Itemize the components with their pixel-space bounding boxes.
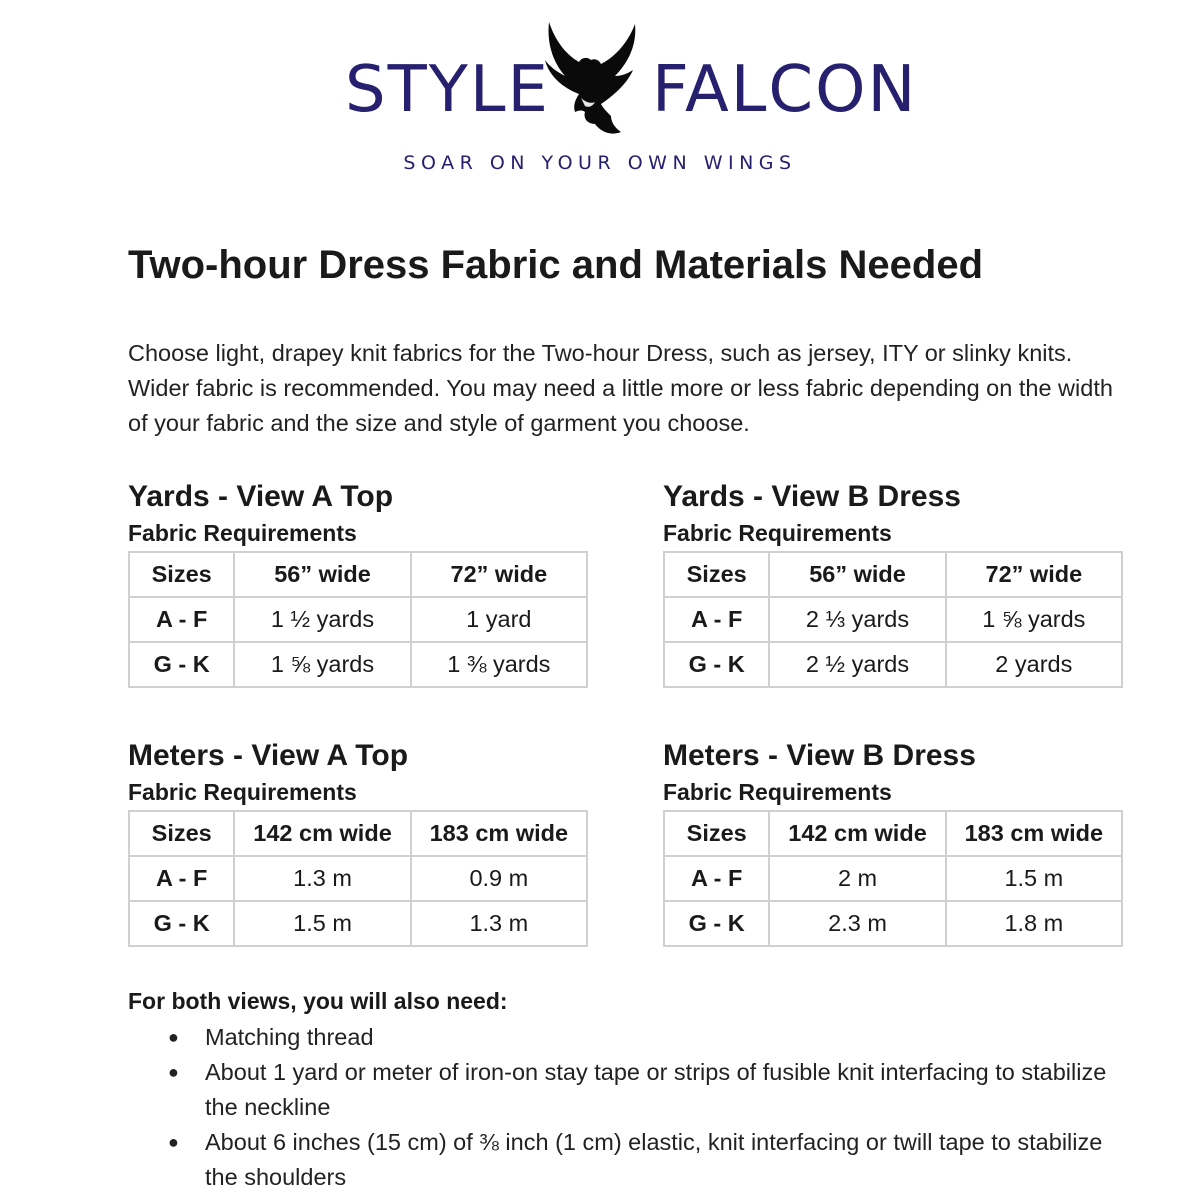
yards-view-a-section — [128, 480, 588, 688]
list-item-text: About 1 yard or meter of iron-on stay tape or strips of fusible knit interfacing to stabilize the neckline — [205, 1059, 1107, 1120]
bullet-icon: ● — [168, 1062, 179, 1082]
section-subheading: Fabric Requirements — [128, 779, 357, 805]
section-heading: Yards - View B Dress — [663, 480, 961, 513]
table-cell: 1.3 m — [411, 901, 587, 946]
list-item — [128, 1125, 1128, 1195]
table-cell: 1.3 m — [234, 856, 410, 901]
list-item — [128, 1020, 1128, 1055]
list-item-text: About 6 inches (15 cm) of ⅜ inch (1 cm) elastic, knit interfacing or twill tape to stabilize the shoulders — [205, 1129, 1103, 1190]
logo-word-falcon: FALCON — [652, 53, 918, 127]
size-cell: A - F — [664, 856, 769, 901]
table-cell: 1 ½ yards — [234, 597, 410, 642]
section-heading: Meters - View B Dress — [663, 739, 976, 772]
table-cell: 1 yard — [411, 597, 587, 642]
table-row — [664, 856, 1122, 901]
table-row — [129, 597, 587, 642]
table-header-row — [129, 811, 587, 856]
fabric-table — [663, 810, 1123, 947]
size-cell: A - F — [129, 856, 234, 901]
column-header: 142 cm wide — [769, 811, 945, 856]
bullet-icon: ● — [168, 1132, 179, 1152]
table-header-row — [664, 552, 1122, 597]
table-cell: 2 yards — [946, 642, 1122, 687]
table-cell: 2.3 m — [769, 901, 945, 946]
column-header: Sizes — [129, 811, 234, 856]
table-row — [129, 642, 587, 687]
column-header: Sizes — [664, 811, 769, 856]
table-row — [664, 901, 1122, 946]
table-cell: 2 ⅓ yards — [769, 597, 945, 642]
table-cell: 1.8 m — [946, 901, 1122, 946]
column-header: 183 cm wide — [411, 811, 587, 856]
section-subheading: Fabric Requirements — [663, 520, 892, 546]
intro-paragraph: Choose light, drapey knit fabrics for the Two-hour Dress, such as jersey, ITY or slinky knits. Wider fabric is recommended. You may need a little more or less fabric depending on the width of your fabric and the size and style of garment you choose. — [128, 340, 1113, 436]
column-header: 56” wide — [234, 552, 410, 597]
also-need-heading: For both views, you will also need: — [128, 988, 508, 1014]
list-item-text: Matching thread — [205, 1024, 374, 1050]
section-heading: Meters - View A Top — [128, 739, 409, 772]
table-cell: 1.5 m — [946, 856, 1122, 901]
section-subheading: Fabric Requirements — [128, 520, 357, 546]
table-header-row — [664, 811, 1122, 856]
table-cell: 1 ⅜ yards — [411, 642, 587, 687]
fabric-table — [128, 810, 588, 947]
table-cell: 0.9 m — [411, 856, 587, 901]
logo-tagline: SOAR ON YOUR OWN WINGS — [403, 152, 797, 174]
column-header: Sizes — [664, 552, 769, 597]
column-header: 72” wide — [411, 552, 587, 597]
meters-view-a-section — [128, 739, 588, 947]
fabric-table — [128, 551, 588, 688]
table-row — [664, 642, 1122, 687]
fabric-table — [663, 551, 1123, 688]
logo — [0, 0, 1200, 200]
column-header: Sizes — [129, 552, 234, 597]
section-heading: Yards - View A Top — [128, 480, 394, 513]
table-row — [129, 901, 587, 946]
size-cell: G - K — [664, 642, 769, 687]
size-cell: G - K — [129, 642, 234, 687]
materials-list — [128, 1020, 1128, 1195]
column-header: 183 cm wide — [946, 811, 1122, 856]
table-cell: 1.5 m — [234, 901, 410, 946]
section-subheading: Fabric Requirements — [663, 779, 892, 805]
column-header: 142 cm wide — [234, 811, 410, 856]
table-cell: 1 ⅝ yards — [946, 597, 1122, 642]
table-row — [129, 856, 587, 901]
table-row — [664, 597, 1122, 642]
size-cell: G - K — [664, 901, 769, 946]
size-cell: G - K — [129, 901, 234, 946]
meters-view-b-section — [663, 739, 1123, 947]
table-cell: 2 ½ yards — [769, 642, 945, 687]
size-cell: A - F — [664, 597, 769, 642]
list-item — [128, 1055, 1128, 1125]
table-header-row — [129, 552, 587, 597]
also-need-section — [128, 986, 1128, 1195]
page-title: Two-hour Dress Fabric and Materials Needed — [128, 243, 984, 287]
table-cell: 1 ⅝ yards — [234, 642, 410, 687]
table-cell: 2 m — [769, 856, 945, 901]
column-header: 56” wide — [769, 552, 945, 597]
logo-word-style: STYLE — [345, 53, 550, 127]
yards-view-b-section — [663, 480, 1123, 688]
size-cell: A - F — [129, 597, 234, 642]
column-header: 72” wide — [946, 552, 1122, 597]
bullet-icon: ● — [168, 1027, 179, 1047]
falcon-icon — [535, 20, 650, 140]
